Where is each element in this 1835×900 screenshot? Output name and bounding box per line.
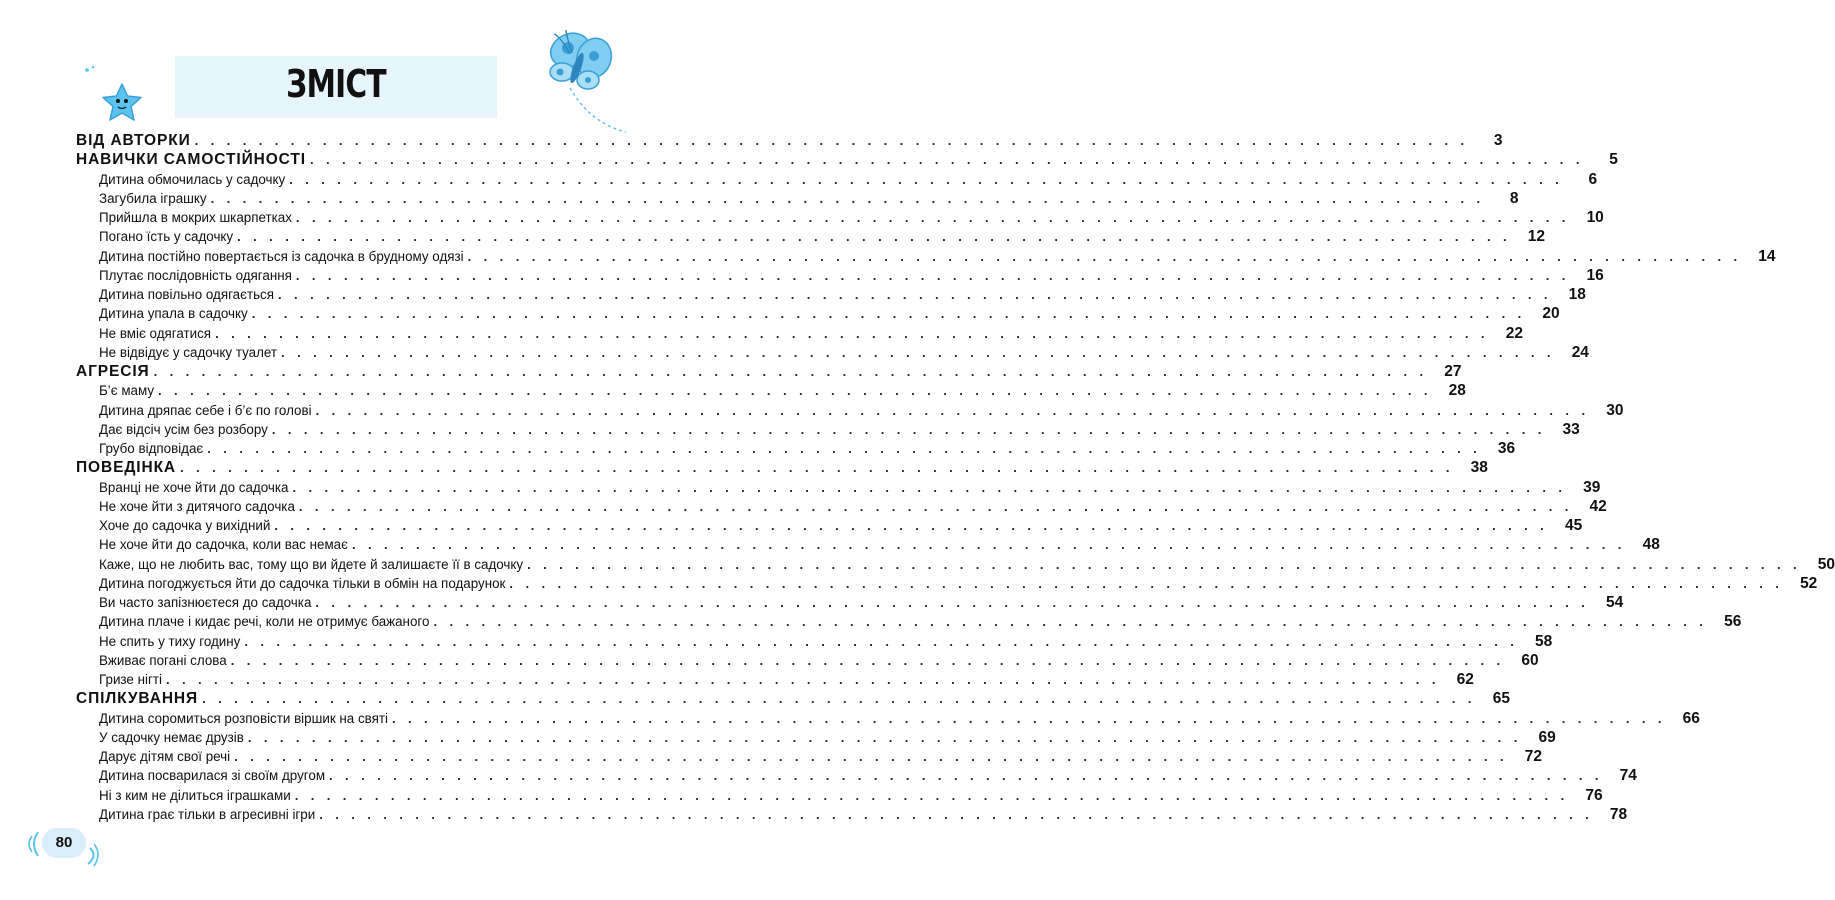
page-number: 80	[42, 828, 86, 858]
dot-leader: . . . . . . . . . . . . . . . . . . . . . . . . . . . . . . . . . . . . . . . . . . . . . . . . . . . . . . . . . . . . . . . . . . . . . . . . . . . . . . . .	[319, 806, 1594, 822]
toc-entry-title: Дитина плаче і кидає речі, коли не отримує бажаного	[99, 613, 433, 631]
toc-entry-title: Б’є маму	[99, 382, 158, 400]
toc-entry[interactable]	[99, 805, 1628, 824]
dot-leader: . . . . . . . . . . . . . . . . . . . . . . . . . . . . . . . . . . . . . . . . . . . . . . . . . . . . . . . . . . . . . . . . . . . . . . . . . . . . . . . .	[295, 210, 1570, 225]
toc-page-number: 52	[1800, 574, 1818, 592]
toc-entry-title: Дитина повільно одягається	[99, 286, 278, 304]
toc-page-number: 5	[1609, 151, 1618, 169]
toc-entry[interactable]	[99, 304, 1560, 323]
dot-leader: . . . . . . . . . . . . . . . . . . . . . . . . . . . . . . . . . . . . . . . . . . . . . . . . . . . . . . . . . . . . . . . . . . . . . . . . . . . . . . . .	[194, 133, 1469, 148]
dot-leader: . . . . . . . . . . . . . . . . . . . . . . . . . . . . . . . . . . . . . . . . . . . . . . . . . . . . . . . . . . . . . . . . . . . . . . . . . . . . . . . .	[298, 498, 1573, 514]
toc-entry[interactable]	[99, 420, 1580, 439]
dot-leader: . . . . . . . . . . . . . . . . . . . . . . . . . . . . . . . . . . . . . . . . . . . . . . . . . . . . . . . . . . . . . . . . . . . . . . . . . . . . . . . .	[274, 518, 1549, 533]
toc-entry[interactable]	[99, 574, 1818, 593]
toc-page-number: 22	[1505, 324, 1523, 342]
toc-page-number: 18	[1568, 286, 1586, 303]
toc-page-number: 45	[1564, 517, 1583, 534]
dot-leader: . . . . . . . . . . . . . . . . . . . . . . . . . . . . . . . . . . . . . . . . . . . . . . . . . . . . . . . . . . . . . . . . . . . . . . . . . . . . . . . .	[234, 749, 1508, 764]
dot-leader: . . . . . . . . . . . . . . . . . . . . . . . . . . . . . . . . . . . . . . . . . . . . . . . . . . . . . . . . . . . . . . . . . . . . . . . . . . . . . . . .	[315, 595, 1590, 610]
toc-entry[interactable]	[99, 786, 1603, 805]
toc-entry-title: Дитина упала в садочку	[99, 305, 252, 323]
dot-leader: . . . . . . . . . . . . . . . . . . . . . . . . . . . . . . . . . . . . . . . . . . . . . . . . . . . . . . . . . . . . . . . . . . . . . . . . . . . . . . . .	[153, 364, 1428, 379]
toc-entry-title: НАВИЧКИ САМОСТІЙНОСТІ	[76, 151, 310, 169]
toc-entry[interactable]	[99, 555, 1835, 574]
dot-leader: . . . . . . . . . . . . . . . . . . . . . . . . . . . . . . . . . . . . . . . . . . . . . . . . . . . . . . . . . . . . . . . . . . . . . . . . . . . . . . . .	[329, 768, 1603, 784]
dot-leader: . . . . . . . . . . . . . . . . . . . . . . . . . . . . . . . . . . . . . . . . . . . . . . . . . . . . . . . . . . . . . . . . . . . . . . . . . . . . . . . .	[527, 556, 1801, 572]
dot-leader: . . . . . . . . . . . . . . . . . . . . . . . . . . . . . . . . . . . . . . . . . . . . . . . . . . . . . . . . . . . . . . . . . . . . . . . . . . . . . . . .	[230, 652, 1505, 668]
toc-entry-title: У садочку немає друзів	[99, 729, 248, 747]
toc-entry-title: Дитина дряпає себе і б’є по голові	[99, 402, 316, 420]
dot-leader: . . . . . . . . . . . . . . . . . . . . . . . . . . . . . . . . . . . . . . . . . . . . . . . . . . . . . . . . . . . . . . . . . . . . . . . . . . . . . . . .	[271, 421, 1546, 437]
toc-entry-title: Не відвідує у садочку туалет	[99, 344, 281, 362]
toc-entry-title: Дає відсіч усім без розбору	[99, 421, 272, 439]
toc-entry-title: Грубо відповідає	[99, 440, 207, 458]
toc-page-number: 16	[1586, 266, 1604, 284]
toc-page-number: 28	[1448, 382, 1466, 400]
toc-page-number: 12	[1527, 228, 1546, 246]
dot-leader: . . . . . . . . . . . . . . . . . . . . . . . . . . . . . . . . . . . . . . . . . . . . . . . . . . . . . . . . . . . . . . . . . . . . . . . . . . . . . . . .	[351, 537, 1626, 553]
toc-entry[interactable]	[99, 651, 1539, 670]
toc-entry[interactable]	[99, 516, 1583, 535]
toc-entry[interactable]	[99, 670, 1474, 689]
toc-entry-title: Вживає погані слова	[99, 652, 231, 670]
toc-entry-title: Плутає послідовність одягання	[99, 267, 296, 285]
toc-entry-title: Дитина обмочилась у садочку	[99, 171, 289, 189]
toc-entry-title: Дитина погоджується йти до садочка тільки в обмін на подарунок	[99, 575, 509, 593]
toc-entry-title: Каже, що не любить вас, тому що ви йдете й залишаєте її в садочку	[99, 556, 527, 574]
toc-page-number: 8	[1509, 189, 1519, 207]
toc-entry-title: Не хоче йти з дитячого садочка	[99, 498, 299, 516]
dot-leader: . . . . . . . . . . . . . . . . . . . . . . . . . . . . . . . . . . . . . . . . . . . . . . . . . . . . . . . . . . . . . . . . . . . . . . . . . . . . . . . .	[247, 729, 1522, 745]
dot-leader: . . . . . . . . . . . . . . . . . . . . . . . . . . . . . . . . . . . . . . . . . . . . . . . . . . . . . . . . . . . . . . . . . . . . . . . . . . . . . . . .	[215, 325, 1489, 341]
toc-page-number: 3	[1493, 132, 1503, 149]
toc-entry-title: АГРЕСІЯ	[76, 363, 154, 381]
toc-entry[interactable]	[99, 535, 1660, 554]
toc-section[interactable]	[76, 150, 1618, 169]
toc-page-number: 60	[1521, 651, 1539, 669]
toc-entry[interactable]	[99, 189, 1519, 208]
toc-entry[interactable]	[99, 227, 1546, 246]
toc-entry[interactable]	[99, 343, 1589, 362]
toc-entry[interactable]	[99, 439, 1516, 458]
toc-entry[interactable]	[99, 266, 1604, 285]
toc-page-number: 30	[1606, 401, 1624, 419]
toc-page-number: 65	[1492, 690, 1510, 708]
dot-leader: . . . . . . . . . . . . . . . . . . . . . . . . . . . . . . . . . . . . . . . . . . . . . . . . . . . . . . . . . . . . . . . . . . . . . . . . . . . . . . . .	[509, 575, 1784, 591]
toc-entry[interactable]	[99, 497, 1607, 516]
toc-entry[interactable]	[99, 612, 1742, 631]
toc-page-number: 74	[1619, 767, 1637, 785]
toc-entry-title: Загубила іграшку	[99, 190, 211, 208]
toc-page-number: 76	[1585, 786, 1603, 804]
toc-entry-title: ПОВЕДІНКА	[76, 459, 180, 477]
toc-entry[interactable]	[99, 728, 1556, 747]
toc-entry-title: СПІЛКУВАННЯ	[76, 690, 202, 708]
toc-page-number: 24	[1571, 343, 1589, 361]
toc-page-number: 39	[1583, 478, 1601, 496]
page-number-badge	[28, 820, 100, 868]
dot-leader: . . . . . . . . . . . . . . . . . . . . . . . . . . . . . . . . . . . . . . . . . . . . . . . . . . . . . . . . . . . . . . . . . . . . . . . . . . . . . . . .	[158, 383, 1432, 399]
toc-page-number: 54	[1606, 594, 1624, 611]
toc-entry-title: Дитина постійно повертається із садочка в брудному одязі	[99, 248, 468, 266]
dot-leader: . . . . . . . . . . . . . . . . . . . . . . . . . . . . . . . . . . . . . . . . . . . . . . . . . . . . . . . . . . . . . . . . . . . . . . . . . . . . . . . .	[251, 306, 1526, 322]
toc-page-number: 62	[1456, 671, 1474, 688]
toc-entry[interactable]	[99, 381, 1466, 400]
toc-entry-title: Ні з ким не ділиться іграшками	[99, 787, 295, 805]
page-title: ЗМІСТ	[286, 62, 386, 106]
dot-leader: . . . . . . . . . . . . . . . . . . . . . . . . . . . . . . . . . . . . . . . . . . . . . . . . . . . . . . . . . . . . . . . . . . . . . . . . . . . . . . . .	[237, 229, 1512, 245]
toc-entry-title: Вранці не хоче йти до садочка	[99, 479, 292, 497]
toc-entry-title: Дарує дітям свої речі	[99, 748, 234, 766]
toc-entry-title: Не вміє одягатися	[99, 325, 215, 343]
toc-page-number: 78	[1609, 805, 1628, 823]
dot-leader: . . . . . . . . . . . . . . . . . . . . . . . . . . . . . . . . . . . . . . . . . . . . . . . . . . . . . . . . . . . . . . . . . . . . . . . . . . . . . . . .	[278, 287, 1552, 302]
toc-page-number: 48	[1642, 536, 1660, 554]
dot-leader: . . . . . . . . . . . . . . . . . . . . . . . . . . . . . . . . . . . . . . . . . . . . . . . . . . . . . . . . . . . . . . . . . . . . . . . . . . . . . . . .	[202, 691, 1476, 707]
toc-entry-title: Дитина соромиться розповісти віршик на святі	[99, 710, 392, 728]
dot-leader: . . . . . . . . . . . . . . . . . . . . . . . . . . . . . . . . . . . . . . . . . . . . . . . . . . . . . . . . . . . . . . . . . . . . . . . . . . . . . . . .	[294, 787, 1569, 803]
toc-entry[interactable]	[99, 324, 1523, 343]
toc-entry-title: Не хоче йти до садочка, коли вас немає	[99, 536, 352, 554]
toc-page-number: 20	[1542, 305, 1560, 323]
toc-page-number: 42	[1589, 497, 1607, 515]
toc-page-number: 56	[1724, 613, 1742, 631]
toc-entry-title: Прийшла в мокрих шкарпетках	[99, 209, 296, 227]
toc-entry-title: Гризе нігті	[99, 671, 166, 689]
toc-page-number: 27	[1444, 363, 1462, 380]
dot-leader: . . . . . . . . . . . . . . . . . . . . . . . . . . . . . . . . . . . . . . . . . . . . . . . . . . . . . . . . . . . . . . . . . . . . . . . . . . . . . . . .	[210, 190, 1485, 206]
toc-entry[interactable]	[99, 632, 1553, 651]
toc-page-number: 38	[1470, 459, 1488, 477]
toc-entry[interactable]	[99, 593, 1624, 612]
dot-leader: . . . . . . . . . . . . . . . . . . . . . . . . . . . . . . . . . . . . . . . . . . . . . . . . . . . . . . . . . . . . . . . . . . . . . . . . . . . . . . . .	[295, 267, 1570, 283]
toc-entry[interactable]	[99, 478, 1601, 497]
toc-entry[interactable]	[99, 247, 1776, 266]
toc-page-number: 14	[1758, 247, 1776, 265]
dot-leader: . . . . . . . . . . . . . . . . . . . . . . . . . . . . . . . . . . . . . . . . . . . . . . . . . . . . . . . . . . . . . . . . . . . . . . . . . . . . . . . .	[467, 248, 1742, 264]
toc-page-number: 69	[1538, 728, 1556, 746]
dot-leader: . . . . . . . . . . . . . . . . . . . . . . . . . . . . . . . . . . . . . . . . . . . . . . . . . . . . . . . . . . . . . . . . . . . . . . . . . . . . . . . .	[433, 614, 1708, 630]
toc-section[interactable]	[76, 689, 1510, 708]
toc-page-number: 36	[1497, 440, 1516, 457]
toc-entry-title: Дитина грає тільки в агресивні ігри	[99, 806, 319, 824]
toc-entry[interactable]	[99, 285, 1586, 304]
dot-leader: . . . . . . . . . . . . . . . . . . . . . . . . . . . . . . . . . . . . . . . . . . . . . . . . . . . . . . . . . . . . . . . . . . . . . . . . . . . . . . . .	[309, 152, 1584, 168]
dot-leader: . . . . . . . . . . . . . . . . . . . . . . . . . . . . . . . . . . . . . . . . . . . . . . . . . . . . . . . . . . . . . . . . . . . . . . . . . . . . . . . .	[292, 479, 1567, 495]
toc-section[interactable]	[76, 362, 1462, 381]
toc-entry[interactable]	[99, 208, 1604, 227]
dot-leader: . . . . . . . . . . . . . . . . . . . . . . . . . . . . . . . . . . . . . . . . . . . . . . . . . . . . . . . . . . . . . . . . . . . . . . . . . . . . . . . .	[244, 633, 1519, 649]
dot-leader: . . . . . . . . . . . . . . . . . . . . . . . . . . . . . . . . . . . . . . . . . . . . . . . . . . . . . . . . . . . . . . . . . . . . . . . . . . . . . . . .	[281, 344, 1555, 360]
toc-page-number: 33	[1562, 420, 1580, 438]
toc-page-number: 6	[1588, 170, 1598, 188]
dot-leader: . . . . . . . . . . . . . . . . . . . . . . . . . . . . . . . . . . . . . . . . . . . . . . . . . . . . . . . . . . . . . . . . . . . . . . . . . . . . . . . .	[180, 460, 1454, 476]
toc-entry[interactable]	[99, 401, 1624, 420]
toc-entry[interactable]	[99, 766, 1637, 785]
toc-entry[interactable]	[99, 747, 1542, 766]
toc-entry-title: ВІД АВТОРКИ	[76, 132, 195, 150]
dot-leader: . . . . . . . . . . . . . . . . . . . . . . . . . . . . . . . . . . . . . . . . . . . . . . . . . . . . . . . . . . . . . . . . . . . . . . . . . . . . . . . .	[289, 171, 1564, 187]
toc-entry-title: Погано їсть у садочку	[99, 228, 237, 246]
toc-entry-title: Не спить у тиху годину	[99, 633, 244, 651]
dot-leader: . . . . . . . . . . . . . . . . . . . . . . . . . . . . . . . . . . . . . . . . . . . . . . . . . . . . . . . . . . . . . . . . . . . . . . . . . . . . . . . .	[165, 672, 1440, 687]
dot-leader: . . . . . . . . . . . . . . . . . . . . . . . . . . . . . . . . . . . . . . . . . . . . . . . . . . . . . . . . . . . . . . . . . . . . . . . . . . . . . . . .	[315, 402, 1590, 418]
toc-entry-title: Ви часто запізнюєтеся до садочка	[99, 594, 315, 612]
toc-entry[interactable]	[99, 709, 1700, 728]
toc-page-number: 66	[1682, 709, 1700, 727]
dot-leader: . . . . . . . . . . . . . . . . . . . . . . . . . . . . . . . . . . . . . . . . . . . . . . . . . . . . . . . . . . . . . . . . . . . . . . . . . . . . . . . .	[392, 710, 1666, 726]
toc-page-number: 10	[1586, 209, 1604, 226]
toc-section[interactable]	[76, 458, 1488, 477]
toc-page-number: 58	[1535, 632, 1553, 650]
toc-section[interactable]	[76, 131, 1503, 150]
dot-leader: . . . . . . . . . . . . . . . . . . . . . . . . . . . . . . . . . . . . . . . . . . . . . . . . . . . . . . . . . . . . . . . . . . . . . . . . . . . . . . . .	[207, 441, 1482, 456]
toc-page-number: 50	[1817, 555, 1835, 573]
toc-entry-title: Хоче до садочка у вихідний	[99, 517, 274, 535]
toc-page-number: 72	[1524, 748, 1542, 765]
toc-entry-title: Дитина посварилася зі своїм другом	[99, 767, 329, 785]
toc-entry[interactable]	[99, 170, 1598, 189]
